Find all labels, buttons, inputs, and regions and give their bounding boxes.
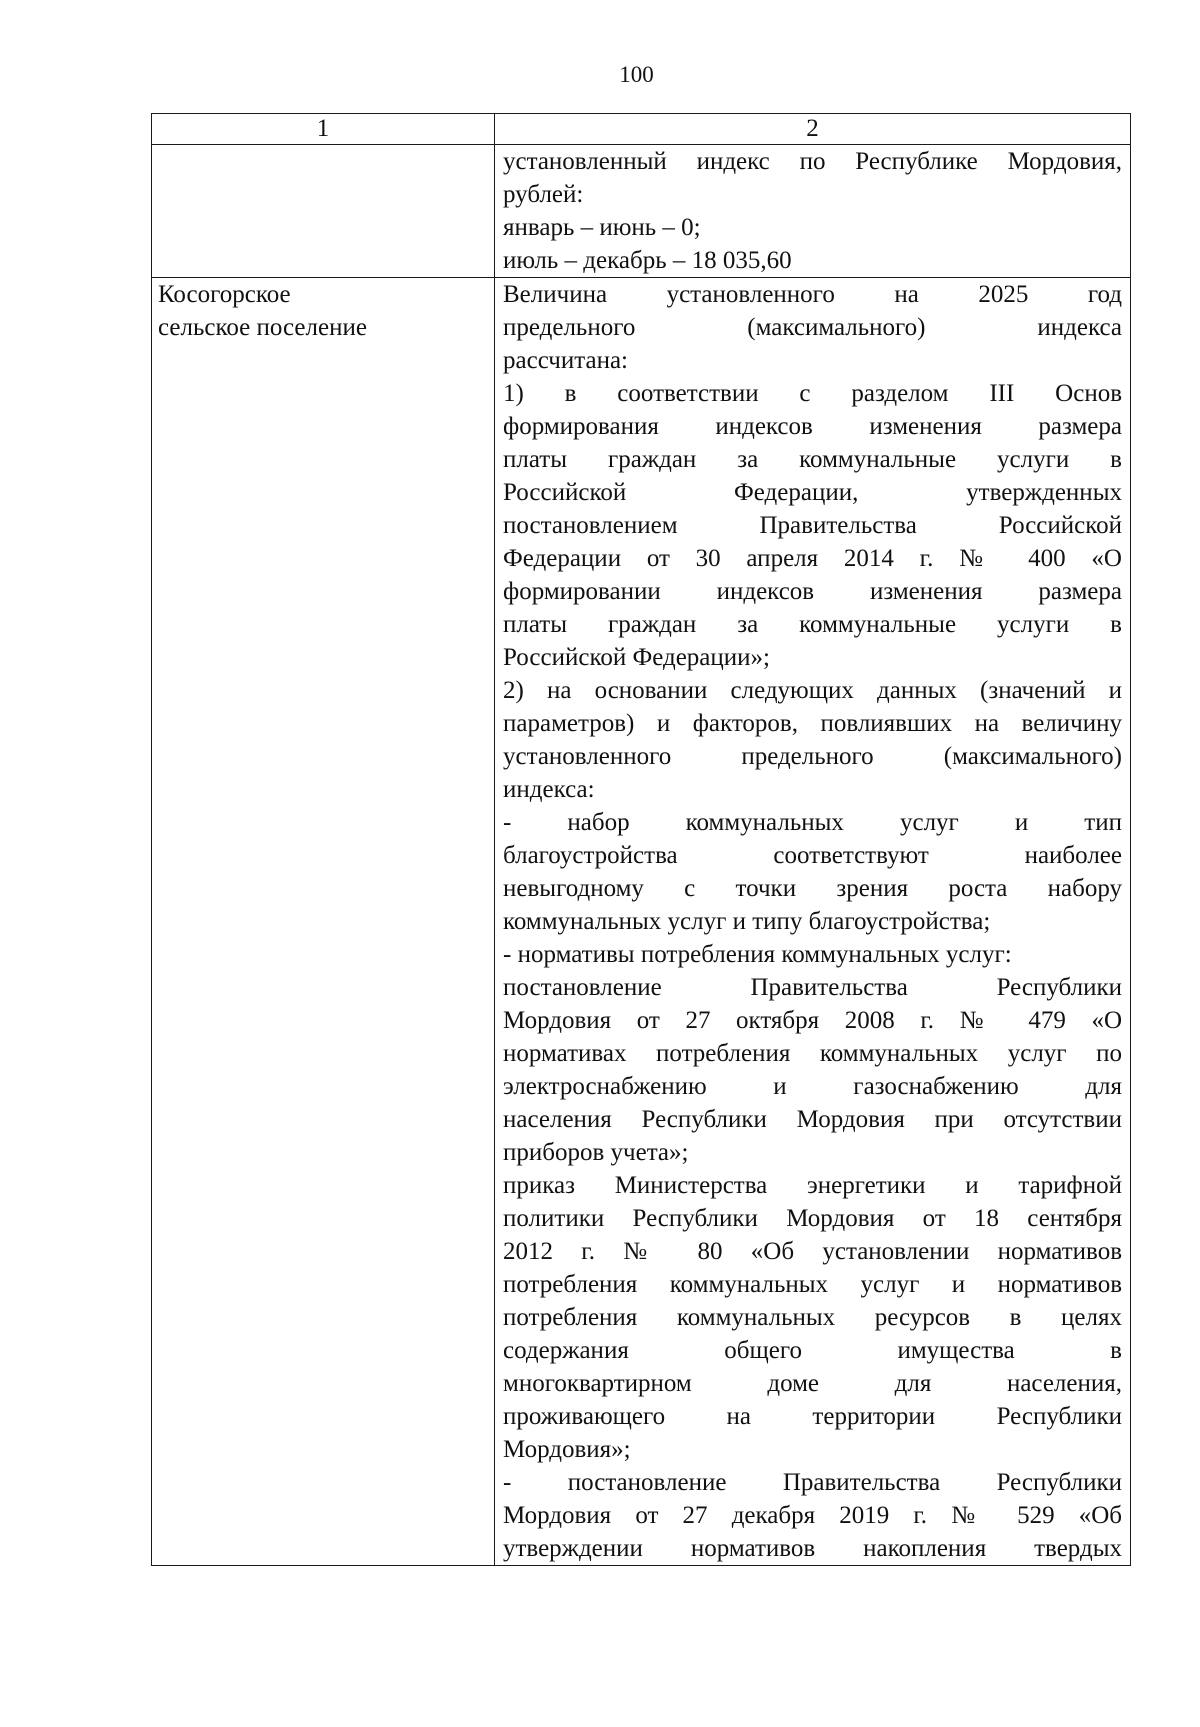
right-cell-content xyxy=(495,145,1130,277)
text-line: формирования индексов изменения размера xyxy=(503,413,1122,440)
text-line: - набор коммунальных услуг и тип xyxy=(503,809,1122,836)
text-line: проживающего на территории Республики xyxy=(503,1403,1122,1430)
table-cell-left xyxy=(152,145,495,278)
text-line: предельного (максимального) индекса xyxy=(503,314,1122,341)
text-line: январь – июнь – 0; xyxy=(503,214,701,241)
text-line: 2012 г. № 80 «Об установлении нормативов xyxy=(503,1238,1122,1265)
table-header-row xyxy=(152,114,1131,145)
text-line: невыгодному с точки зрения роста набору xyxy=(503,875,1122,902)
text-line: 2) на основании следующих данных (значений и xyxy=(503,677,1122,704)
text-line: платы граждан за коммунальные услуги в xyxy=(503,446,1122,473)
table-cell-right xyxy=(495,278,1131,1566)
text-line: утверждении нормативов накопления твердых xyxy=(503,1535,1122,1562)
text-line: Федерации от 30 апреля 2014 г. № 400 «О xyxy=(503,545,1122,572)
document-table xyxy=(151,113,1131,1566)
left-cell-content xyxy=(152,278,494,344)
text-line: июль – декабрь – 18 035,60 xyxy=(503,247,792,274)
text-line: политики Республики Мордовия от 18 сентября xyxy=(503,1205,1122,1232)
text-line: Величина установленного на 2025 год xyxy=(503,281,1122,308)
text-line: рублей: xyxy=(503,181,584,208)
page-number: 100 xyxy=(619,62,654,87)
text-line: - нормативы потребления коммунальных услуг: xyxy=(503,941,1012,968)
text-line: Мордовия от 27 декабря 2019 г. № 529 «Об xyxy=(503,1502,1122,1529)
table-cell-right xyxy=(495,145,1131,278)
text-line: 1) в соответствии с разделом III Основ xyxy=(503,380,1122,407)
text-line: - постановление Правительства Республики xyxy=(503,1469,1122,1496)
text-line: электроснабжению и газоснабжению для xyxy=(503,1073,1122,1100)
text-line: нормативах потребления коммунальных услуг по xyxy=(503,1040,1122,1067)
text-line: постановлением Правительства Российской xyxy=(503,512,1122,539)
text-line: рассчитана: xyxy=(503,347,628,374)
right-cell-content xyxy=(495,278,1130,1565)
text-line: приказ Министерства энергетики и тарифной xyxy=(503,1172,1122,1199)
text-line: потребления коммунальных услуг и нормативов xyxy=(503,1271,1122,1298)
text-line: потребления коммунальных ресурсов в целях xyxy=(503,1304,1122,1331)
locality-name-line: сельское поселение xyxy=(158,314,367,341)
text-line: постановление Правительства Республики xyxy=(503,974,1122,1001)
table-cell-left xyxy=(152,278,495,1566)
text-line: установленный индекс по Республике Мордовия, xyxy=(503,148,1122,175)
column-header-2: 2 xyxy=(495,114,1131,145)
table-row xyxy=(152,145,1131,278)
text-line: платы граждан за коммунальные услуги в xyxy=(503,611,1122,638)
table-row xyxy=(152,278,1131,1566)
text-line: индекса: xyxy=(503,776,595,803)
text-line: многоквартирном доме для населения, xyxy=(503,1370,1122,1397)
text-line: Российской Федерации, утвержденных xyxy=(503,479,1122,506)
text-line: коммунальных услуг и типу благоустройства; xyxy=(503,908,991,935)
text-line: установленного предельного (максимального) xyxy=(503,743,1122,770)
text-line: приборов учета»; xyxy=(503,1139,689,1166)
text-line: благоустройства соответствуют наиболее xyxy=(503,842,1122,869)
text-line: населения Республики Мордовия при отсутствии xyxy=(503,1106,1122,1133)
text-line: Мордовия»; xyxy=(503,1436,631,1463)
text-line: Российской Федерации»; xyxy=(503,644,770,671)
column-header-1: 1 xyxy=(152,114,495,145)
text-line: параметров) и факторов, повлиявших на величину xyxy=(503,710,1122,737)
locality-name-line: Косогорское xyxy=(158,281,291,308)
text-line: Мордовия от 27 октября 2008 г. № 479 «О xyxy=(503,1007,1122,1034)
text-line: содержания общего имущества в xyxy=(503,1337,1122,1364)
text-line: формировании индексов изменения размера xyxy=(503,578,1122,605)
